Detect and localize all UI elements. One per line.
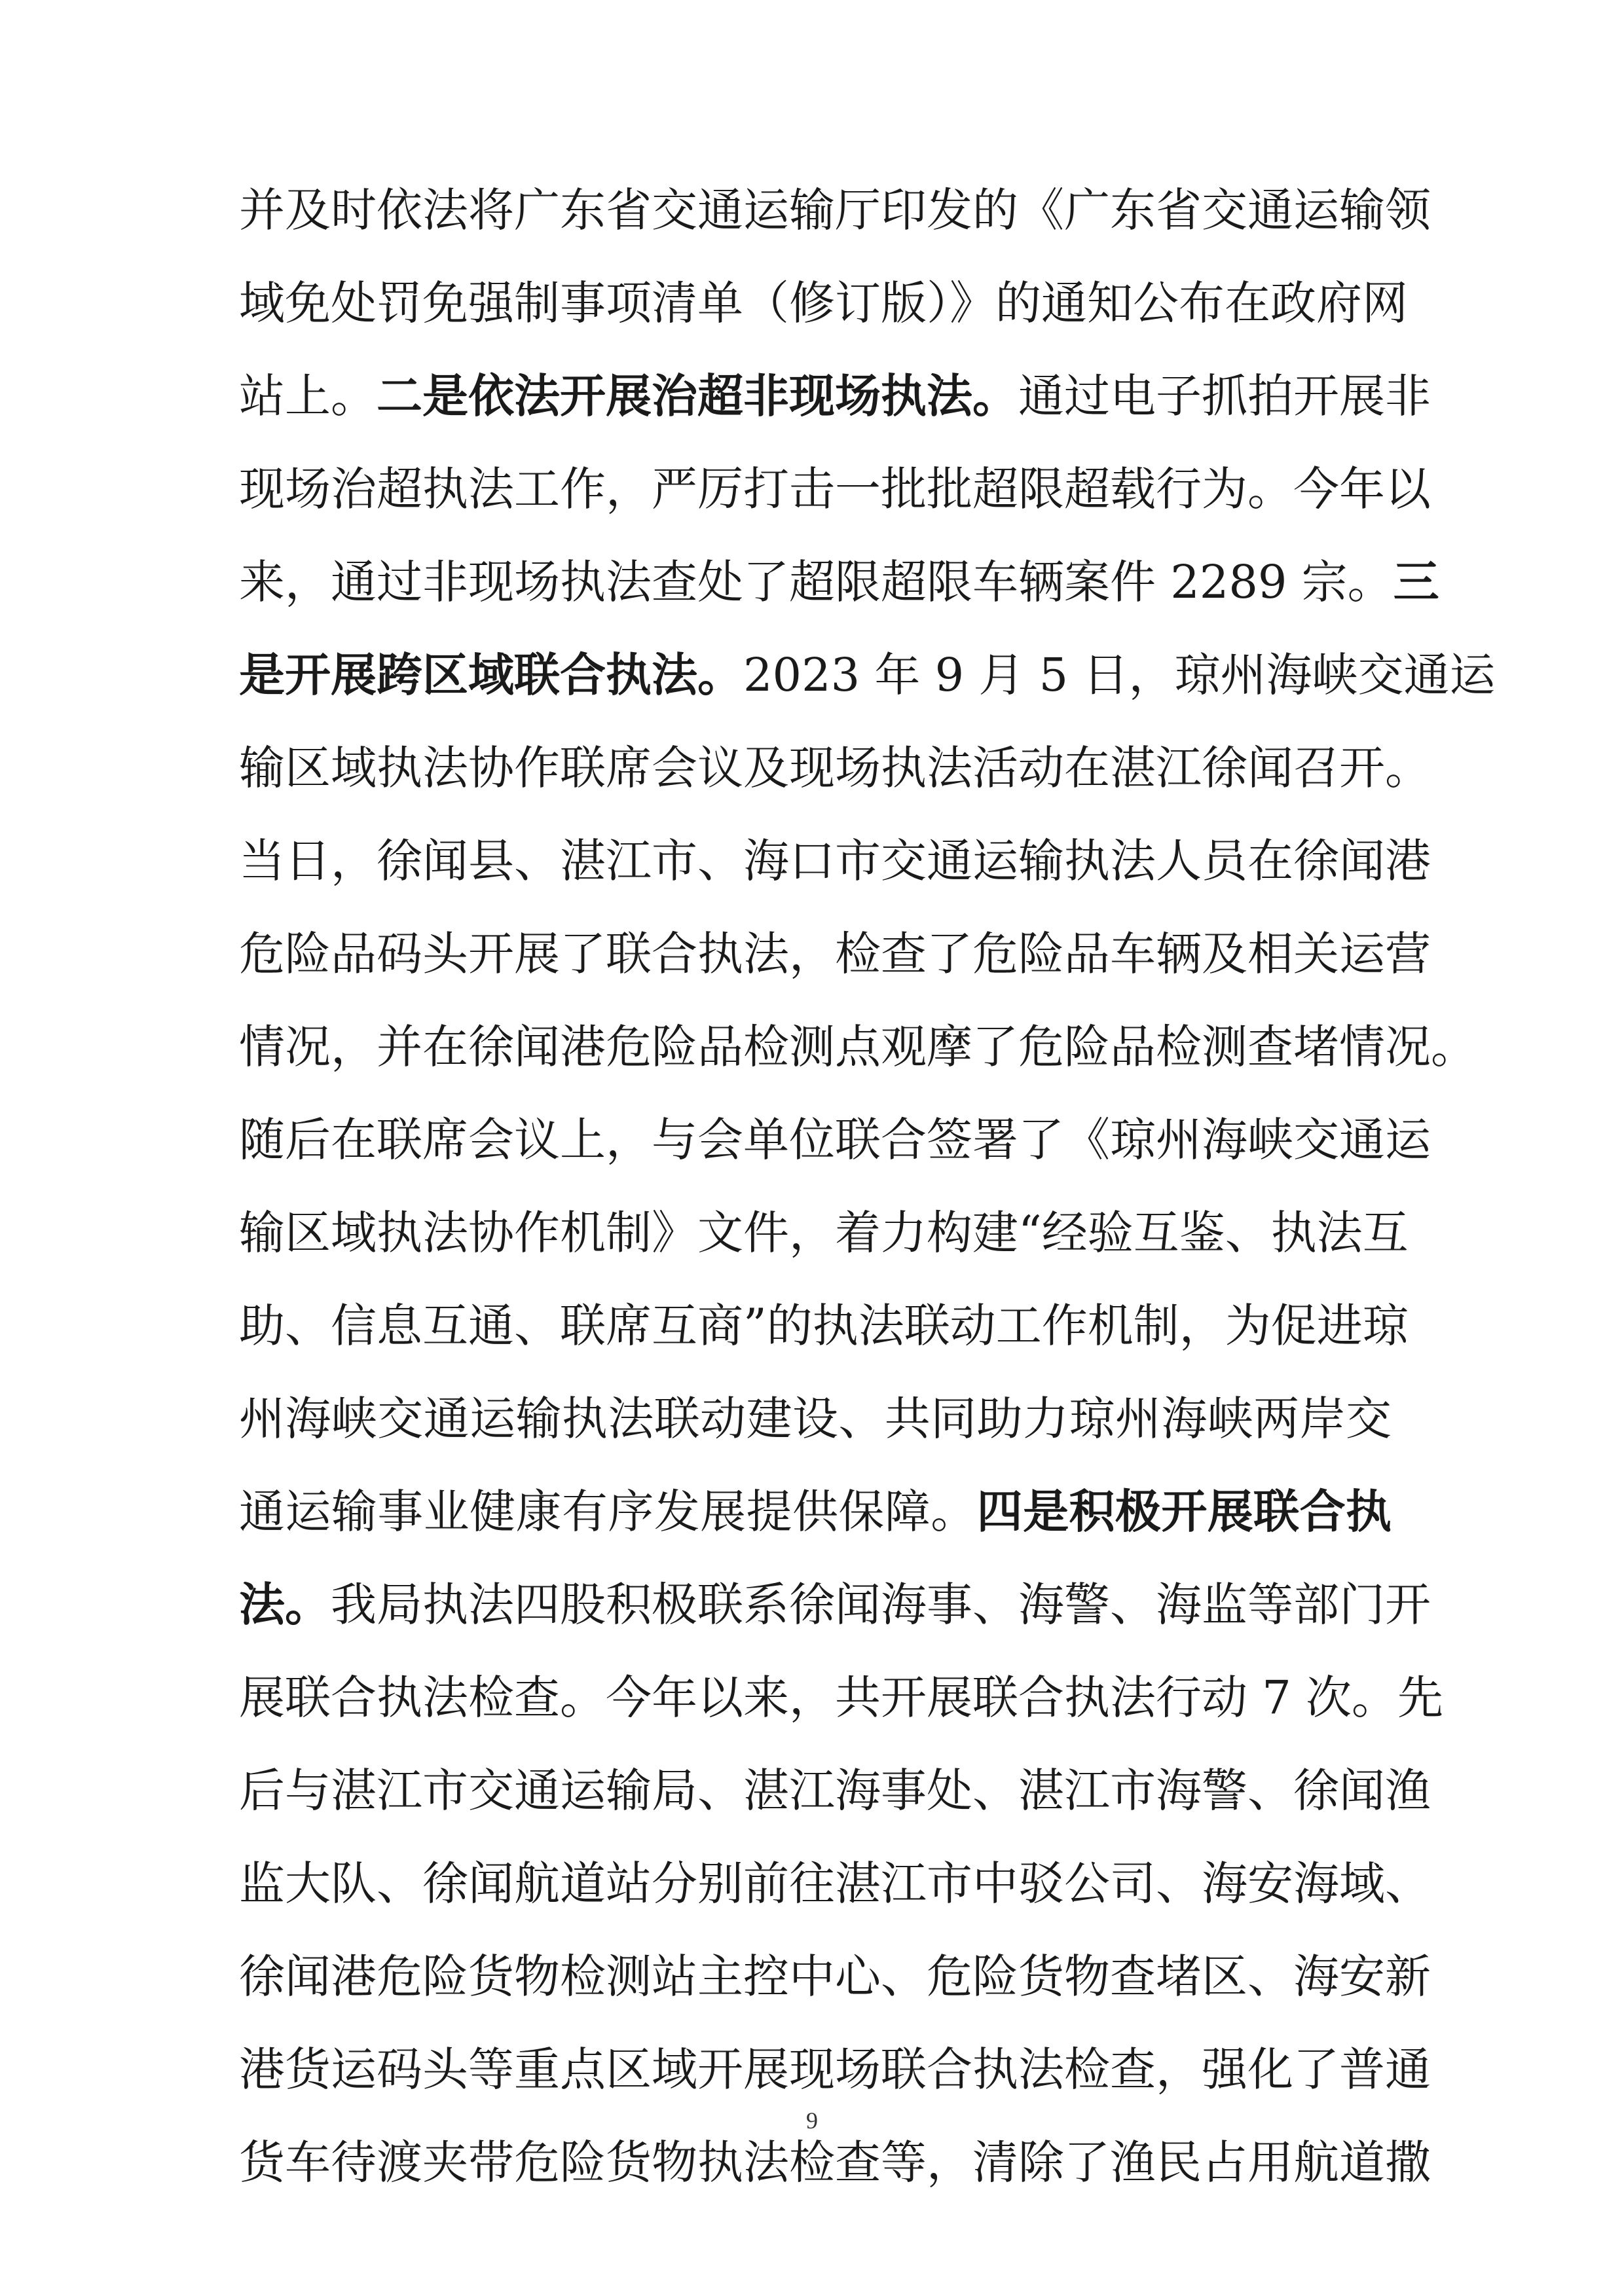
text-span: 港货运码头等重点区域开展现场联合执法检查，强化了普通	[239, 2043, 1431, 2096]
text-span: 随后在联席会议上，与会单位联合签署了《琼州海峡交通运	[239, 1113, 1431, 1167]
text-line	[239, 350, 1431, 443]
text-span: 通过电子抓拍开展非	[1018, 369, 1431, 423]
text-span: 危险品码头开展了联合执法，检查了危险品车辆及相关运营	[239, 927, 1431, 981]
text-span: 通运输事业健康有序发展提供保障。	[239, 1485, 977, 1539]
text-line	[239, 1372, 1392, 1465]
text-span: 2023 年 9 月 5 日，琼州海峡交通运	[743, 648, 1496, 702]
text-line	[239, 1093, 1431, 1186]
page-number: 9	[806, 2107, 818, 2134]
text-line	[239, 443, 1431, 536]
text-span: 站上。	[239, 369, 377, 423]
text-line	[239, 1279, 1409, 1372]
text-span: 展联合执法检查。今年以来，共开展联合执法行动 7 次。先	[239, 1671, 1444, 1724]
text-line	[239, 536, 1439, 629]
bold-heading-span: 四是积极开展联合执	[976, 1484, 1392, 1539]
text-span: 当日，徐闻县、湛江市、海口市交通运输执法人员在徐闻港	[239, 834, 1431, 888]
text-line	[239, 1000, 1477, 1093]
text-span: 来，通过非现场执法查处了超限超限车辆案件 2289 宗。	[239, 555, 1393, 609]
text-line	[239, 164, 1431, 257]
text-span: 监大队、徐闻航道站分别前往湛江市中驳公司、海安海域、	[239, 1857, 1431, 1910]
text-line	[239, 1465, 1392, 1558]
text-span: 输区域执法协作机制》文件，着力构建“经验互鉴、执法互	[239, 1206, 1409, 1260]
text-line	[239, 721, 1431, 814]
text-line	[239, 1558, 1431, 1651]
text-span: 助、信息互通、联席互商”的执法联动工作机制，为促进琼	[239, 1299, 1409, 1353]
text-span: 输区域执法协作联席会议及现场执法活动在湛江徐闻召开。	[239, 741, 1431, 795]
text-line	[239, 1930, 1431, 2023]
text-span: 州海峡交通运输执法联动建设、共同助力琼州海峡两岸交	[239, 1392, 1392, 1446]
text-line	[239, 907, 1431, 1000]
text-line	[239, 1186, 1409, 1279]
text-line	[239, 814, 1431, 907]
bold-heading-span: 是开展跨区域联合执法。	[239, 647, 743, 702]
text-line	[239, 2023, 1431, 2116]
bold-heading-span: 二是依法开展治超非现场执法。	[377, 369, 1018, 423]
text-line	[239, 1744, 1431, 1837]
text-line	[239, 1837, 1431, 1930]
bold-heading-span: 三	[1393, 555, 1439, 609]
text-line	[239, 257, 1408, 350]
text-span: 我局执法四股积极联系徐闻海事、海警、海监等部门开	[331, 1578, 1431, 1631]
text-span: 现场治超执法工作，严厉打击一批批超限超载行为。今年以	[239, 462, 1431, 516]
text-span: 货车待渡夹带危险货物执法检查等，清除了渔民占用航道撒	[239, 2136, 1431, 2189]
text-line	[239, 629, 1496, 721]
text-span: 并及时依法将广东省交通运输厅印发的《广东省交通运输领	[239, 183, 1431, 237]
text-span: 徐闻港危险货物检测站主控中心、危险货物查堵区、海安新	[239, 1950, 1431, 2003]
text-span: 域免处罚免强制事项清单（修订版）》的通知公布在政府网	[239, 276, 1408, 330]
bold-heading-span: 法。	[239, 1577, 331, 1631]
text-line	[239, 1651, 1444, 1744]
text-span: 后与湛江市交通运输局、湛江海事处、湛江市海警、徐闻渔	[239, 1764, 1431, 1817]
text-span: 情况，并在徐闻港危险品检测点观摩了危险品检测查堵情况。	[239, 1020, 1477, 1074]
